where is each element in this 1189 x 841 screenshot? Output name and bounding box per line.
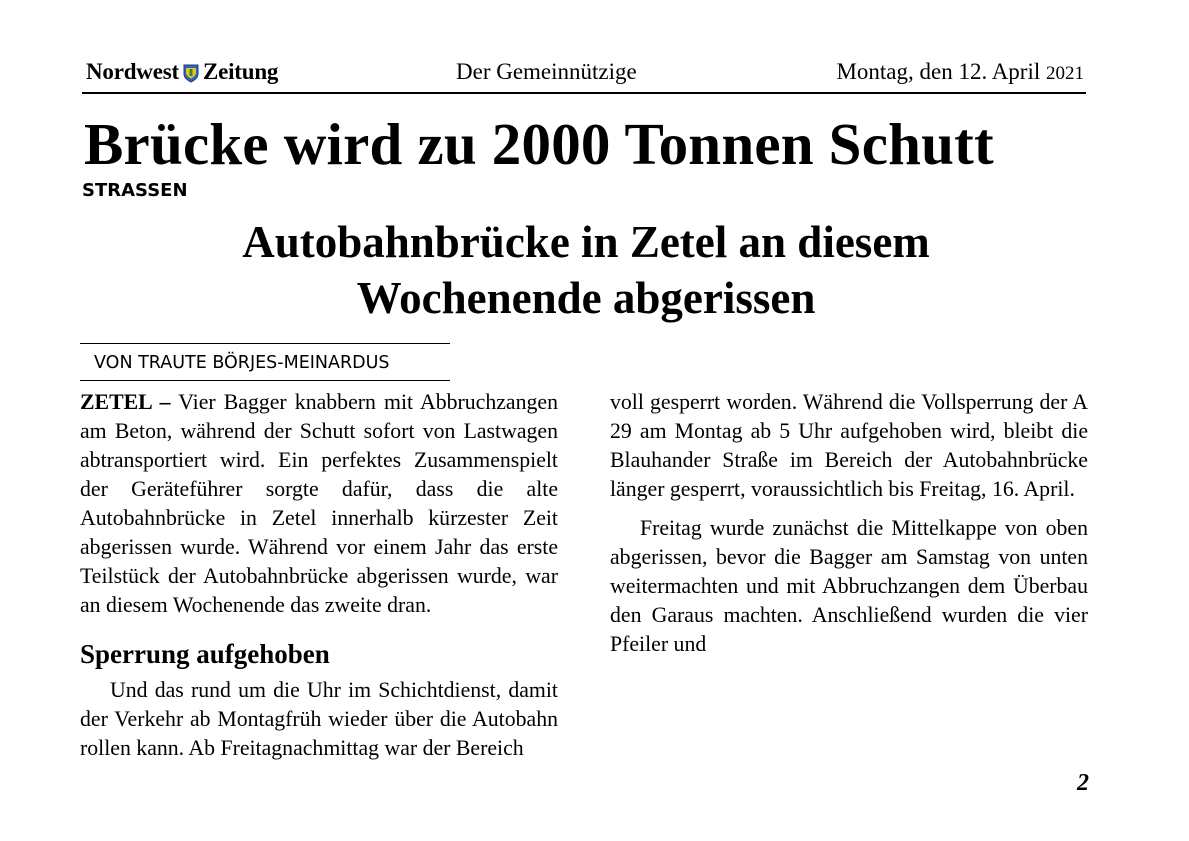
- issue-date: [836, 59, 1084, 85]
- subheadline-line-1: Autobahnbrücke in Zetel an diesem: [242, 217, 930, 267]
- paragraph-1-text: Vier Bagger knabbern mit Abbruchzangen am Beton, während der Schutt sofort von Lastwagen abtransportiert wird. Ein perfektes Zusammenspielt der Geräteführer sorgte dafür, dass die alte Autobahnbrücke in Zetel innerhalb kürzester Zeit abgerissen wurde. Während vor einem Jahr das erste Teilstück der Autobahnbrücke abgerissen wurde, war an diesem Wochenende das zweite dran.: [80, 390, 558, 617]
- article-paragraph-1: [80, 388, 558, 620]
- issue-date-main: Montag, den 12. April: [836, 59, 1041, 84]
- newspaper-brand: [86, 59, 278, 85]
- article-column-2: [610, 388, 1088, 659]
- section-subtitle: Sperrung aufgehoben: [80, 639, 330, 669]
- subheadline-line-2: Wochenende abgerissen: [356, 273, 816, 323]
- byline: VON TRAUTE BÖRJES-MEINARDUS: [80, 343, 450, 381]
- article-paragraph-2: Und das rund um die Uhr im Schichtdienst, damit der Verkehr ab Montagfrüh wieder über die Autobahn rollen kann. Ab Freitagnachmittag war der Bereich: [80, 678, 558, 760]
- issue-date-year: 2021: [1046, 63, 1084, 84]
- kicker: STRASSEN: [82, 180, 188, 201]
- coat-of-arms-icon: [183, 63, 199, 82]
- section-name: Der Gemeinnützige: [456, 59, 637, 84]
- subheadline: [84, 214, 1088, 326]
- article-paragraph-2-continued: voll gesperrt worden. Während die Vollsperrung der A 29 am Montag ab 5 Uhr aufgehoben wird, bleibt die Blauhander Straße im Bereich der Autobahnbrücke länger gesperrt, voraussichtlich bis Freitag, 16. April.: [610, 390, 1088, 501]
- masthead: [82, 58, 1086, 94]
- brand-name-left: Nordwest: [86, 59, 179, 84]
- dateline: ZETEL –: [80, 390, 171, 414]
- brand-name-right: Zeitung: [202, 59, 279, 84]
- headline: Brücke wird zu 2000 Tonnen Schutt: [84, 111, 994, 177]
- article-paragraph-3: Freitag wurde zunächst die Mittelkappe von oben abgerissen, bevor die Bagger am Samstag von unten weitermachten und mit Abbruchzangen dem Überbau den Garaus machten. Anschließend wurden die vier Pfeiler und: [610, 516, 1088, 656]
- page-number: 2: [1077, 770, 1089, 796]
- article-column-1: [80, 388, 558, 763]
